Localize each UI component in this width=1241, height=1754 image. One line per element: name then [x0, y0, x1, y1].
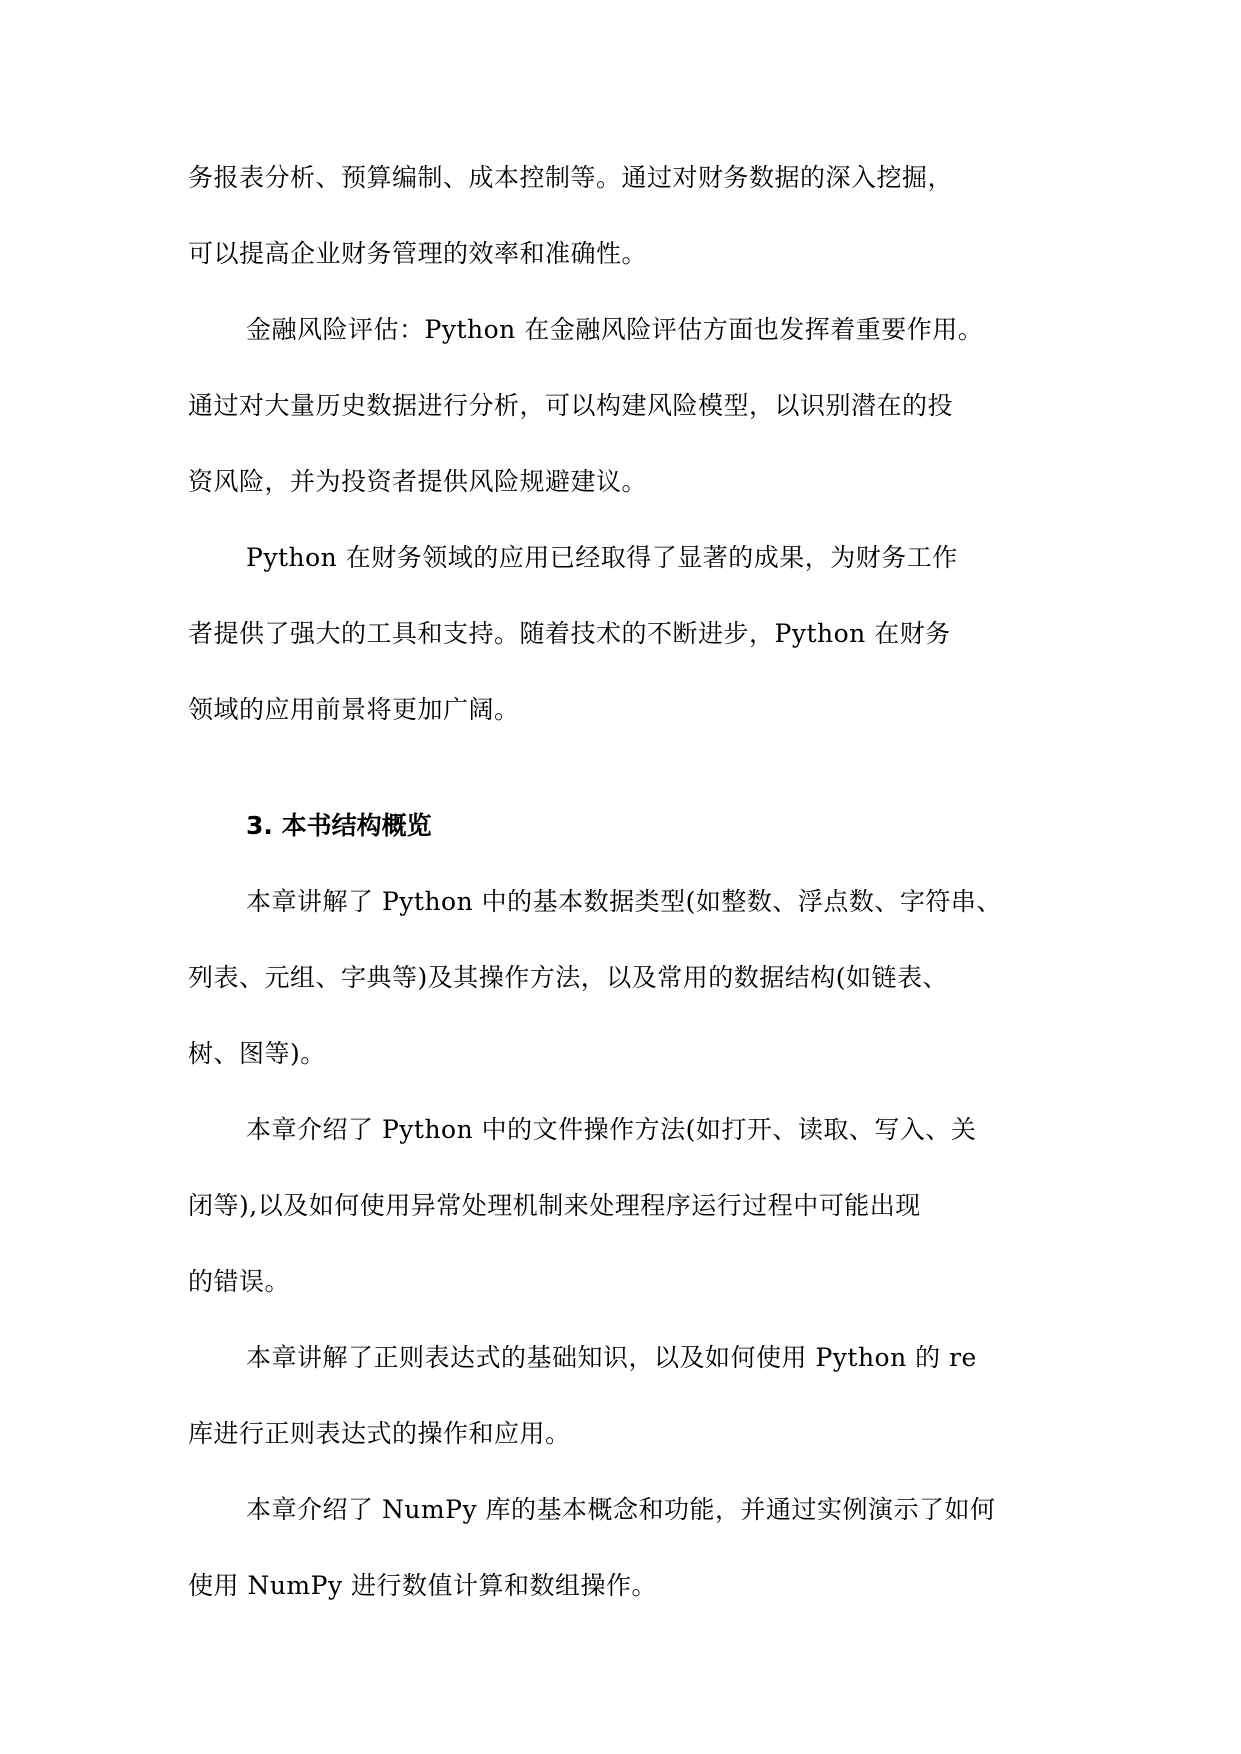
text-line: Python 在财务领域的应用已经取得了显著的成果，为财务工作 [246, 543, 958, 572]
section-heading: 3. 本书结构概览 [246, 811, 432, 840]
text-line: 本章介绍了 NumPy 库的基本概念和功能，并通过实例演示了如何 [246, 1495, 996, 1524]
text-line: 本章讲解了 Python 中的基本数据类型(如整数、浮点数、字符串、 [246, 887, 1002, 916]
paragraphs-finance [188, 140, 1068, 748]
text-line: 务报表分析、预算编制、成本控制等。通过对财务数据的深入挖掘， [188, 163, 954, 192]
text-line: 者提供了强大的工具和支持。随着技术的不断进步，Python 在财务 [188, 619, 951, 648]
text-line: 闭等),以及如何使用异常处理机制来处理程序运行过程中可能出现 [188, 1191, 921, 1220]
text-line: 金融风险评估：Python 在金融风险评估方面也发挥着重要作用。 [246, 315, 984, 344]
text-line: 通过对大量历史数据进行分析，可以构建风险模型，以识别潜在的投 [188, 391, 954, 420]
text-line: 资风险，并为投资者提供风险规避建议。 [188, 467, 648, 496]
text-line: 使用 NumPy 进行数值计算和数组操作。 [188, 1571, 658, 1600]
text-line: 列表、元组、字典等)及其操作方法，以及常用的数据结构(如链表、 [188, 963, 949, 992]
text-line: 可以提高企业财务管理的效率和准确性。 [188, 239, 648, 268]
text-line: 本章讲解了正则表达式的基础知识，以及如何使用 Python 的 re [246, 1343, 977, 1372]
section-gap [188, 748, 1068, 788]
text-line: 树、图等)。 [188, 1039, 326, 1068]
text-line: 库进行正则表达式的操作和应用。 [188, 1419, 571, 1448]
text-line: 领域的应用前景将更加广阔。 [188, 695, 520, 724]
text-line: 的错误。 [188, 1267, 291, 1296]
document-body [188, 140, 1068, 1624]
paragraphs-book-structure [188, 864, 1068, 1624]
text-line: 本章介绍了 Python 中的文件操作方法(如打开、读取、写入、关 [246, 1115, 977, 1144]
